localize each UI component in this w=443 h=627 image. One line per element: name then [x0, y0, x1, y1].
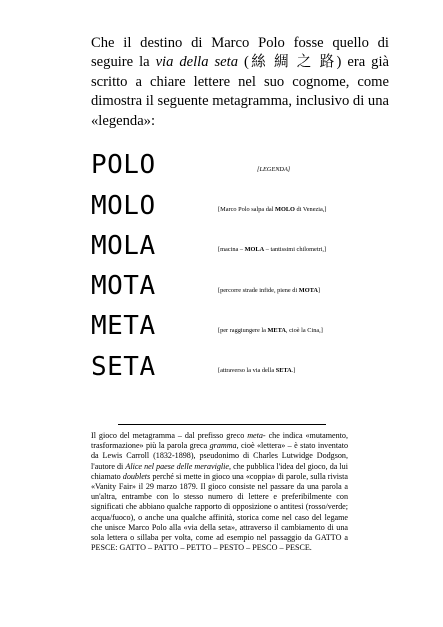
metagram-word-4: MOTA [91, 271, 156, 301]
metagram-word-1: POLO [91, 150, 156, 180]
metagram-note-2: [Marco Polo salpa dal MOLO di Venezia,] [218, 206, 327, 213]
metagram-word-6: SETA [91, 352, 156, 382]
metagram-word-5: META [91, 311, 156, 341]
metagram-note-6: [attraverso la via della SETA.] [218, 367, 296, 374]
metagram-note-3: [macina – MOLA – tantissimi chilometri,] [218, 246, 327, 253]
footnote-divider [118, 424, 326, 425]
metagram-legend-label: [LEGENDA] [257, 166, 291, 173]
metagram-note-4: [percorre strade infide, piene di MOTA] [218, 287, 321, 294]
intro-italic-via-della-seta: via della seta [155, 54, 238, 71]
metagram-word-2: MOLO [91, 191, 156, 221]
intro-chinese-characters: (絲 綢 之 路) [238, 54, 348, 71]
intro-text-1: Che il destino di Marco Polo fosse quello di seguire la [91, 35, 389, 71]
intro-text-2: era già scritto a chiare lettere nel suo cognome, come dimostra il seguente metagramma, inclusivo di una «legenda»: [91, 54, 389, 129]
metagram-note-5: [per raggiungere la META, cioè la Cina,] [218, 327, 323, 334]
metagram-word-3: MOLA [91, 231, 156, 261]
intro-paragraph [91, 34, 389, 131]
footnote-paragraph: Il gioco del metagramma – dal prefisso greco meta- che indica «mutamento, trasformazione» più la parola greca gramma, cioè «lettera» – è stato inventato da Lewis Carroll (1832-1898), pseudonimo di Charles Lutwidge Dodgson, l'autore di Alice nel paese delle meraviglie, che pubblica l'idea del gioco, da lui chiamato doublets perché si mette in gioco una «coppia» di parole, sulla rivista «Vanity Fair» il 29 marzo 1879. Il gioco consiste nel passare da una parola a un'altra, entrambe con lo stesso numero di lettere e preferibilmente con significati che abbiano qualche rapporto di opposizione o antitesi (rosso/verde; acqua/fuoco), o anche una qualche affinità, storica come nel caso del legame che unisce Marco Polo alla «via della seta», attraverso il cambiamento di una sola lettera o sillaba per volta, come ad esempio nel passaggio da GATTO a PESCE: GATTO – PATTO – PETTO – PESTO – PESCO – PESCE. [91, 431, 349, 553]
